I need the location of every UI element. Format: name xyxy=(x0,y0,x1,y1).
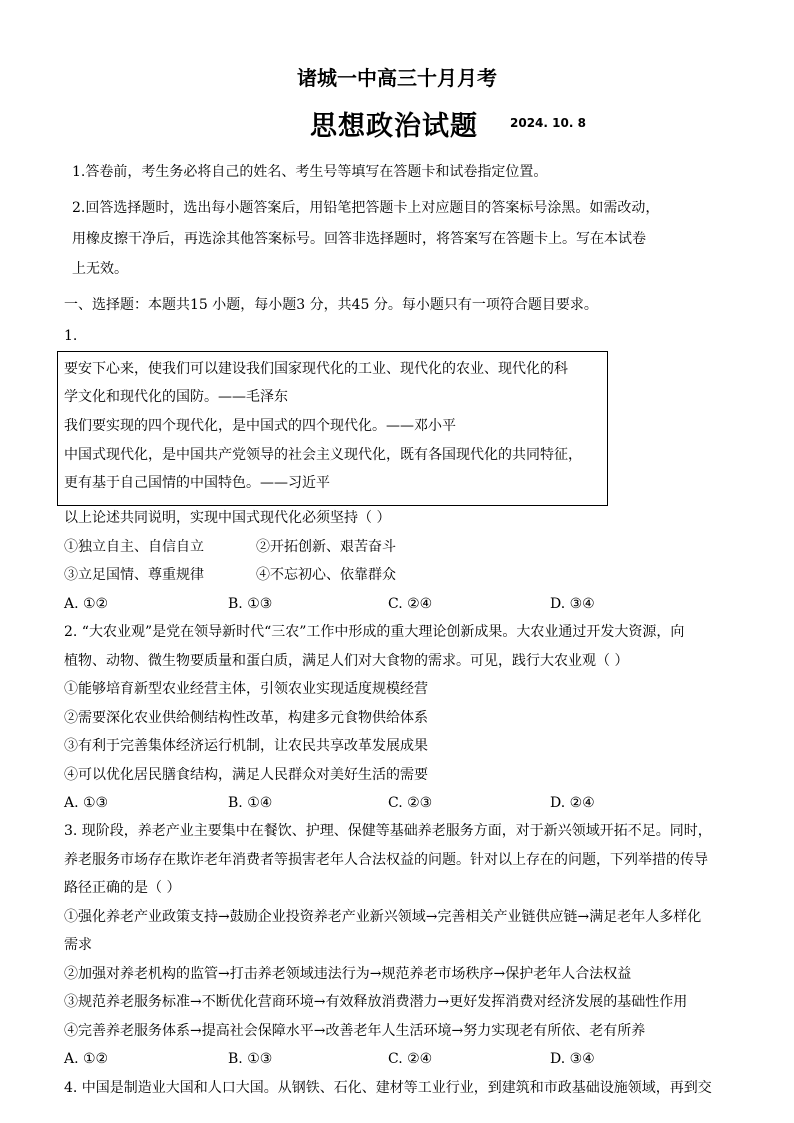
instruction-2-line-2: 用橡皮擦干净后，再选涂其他答案标号。回答非选择题时，将答案写在答题卡上。写在本试卷 xyxy=(72,231,646,247)
q2-option-d: D. ②④ xyxy=(550,795,595,811)
q1-statement-2: ②开拓创新、艰苦奋斗 xyxy=(256,539,396,555)
q1-option-c: C. ②④ xyxy=(388,596,433,612)
subject-title: 思想政治试题 xyxy=(310,111,478,142)
q1-quote-line: 要安下心来，使我们可以建设我们国家现代化的工业、现代化的农业、现代化的科 xyxy=(64,361,568,377)
q1-statement-4: ④不忘初心、依靠群众 xyxy=(256,567,396,583)
q2-statement-1: ①能够培育新型农业经营主体，引领农业实现适度规模经营 xyxy=(64,681,428,697)
q3-option-a: A. ①② xyxy=(64,1051,109,1067)
q3-stem-line-2: 养老服务市场存在欺诈老年消费者等损害老年人合法权益的问题。针对以上存在的问题，下列举措的传导 xyxy=(64,852,708,868)
q1-quote-line: 更有基于自己国情的中国特色。——习近平 xyxy=(64,475,330,491)
q3-statement-2: ②加强对养老机构的监管→打击养老领域违法行为→规范养老市场秩序→保护老年人合法权益 xyxy=(64,966,632,982)
q2-option-a: A. ①③ xyxy=(64,795,109,811)
q3-statement-4: ④完善养老服务体系→提高社会保障水平→改善老年人生活环境→努力实现老有所依、老有所养 xyxy=(64,1023,646,1039)
q1-stem: 以上论述共同说明，实现中国式现代化必须坚持（ ） xyxy=(64,510,391,526)
instruction-2-line-1: 2.回答选择题时，选出每小题答案后，用铅笔把答题卡上对应题目的答案标号涂黑。如需改动， xyxy=(72,200,660,216)
exam-title: 诸城一中高三十月月考 xyxy=(297,66,497,90)
instruction-1: 1.答卷前，考生务必将自己的姓名、考生号等填写在答题卡和试卷指定位置。 xyxy=(72,164,548,180)
q3-option-d: D. ③④ xyxy=(550,1051,595,1067)
q2-stem-line-2: 植物、动物、微生物要质量和蛋白质，满足人们对大食物的需求。可见，践行大农业观（ ） xyxy=(64,653,629,669)
q3-option-b: B. ①③ xyxy=(228,1051,273,1067)
q1-quote-line: 中国式现代化，是中国共产党领导的社会主义现代化，既有各国现代化的共同特征， xyxy=(64,447,582,463)
q3-statement-1-cont: 需求 xyxy=(64,937,92,953)
q1-statement-1: ①独立自主、自信自立 xyxy=(64,539,204,555)
instruction-2-line-3: 上无效。 xyxy=(72,261,128,277)
q1-statement-3: ③立足国情、尊重规律 xyxy=(64,567,204,583)
section-heading: 一、选择题：本题共15 小题，每小题3 分，共45 分。每小题只有一项符合题目要求。 xyxy=(64,297,598,313)
q2-option-c: C. ②③ xyxy=(388,795,433,811)
q2-statement-2: ②需要深化农业供给侧结构性改革，构建多元食物供给体系 xyxy=(64,710,428,726)
q1-quote-line: 学文化和现代化的国防。——毛泽东 xyxy=(64,389,288,405)
q1-option-a: A. ①② xyxy=(64,596,109,612)
q4-stem-line-1: 4. 中国是制造业大国和人口大国。从钢铁、石化、建材等工业行业，到建筑和市政基础设施领域，再到交 xyxy=(64,1080,712,1096)
q1-option-d: D. ③④ xyxy=(550,596,595,612)
q1-number: 1. xyxy=(64,328,78,344)
q3-stem-line-3: 路径正确的是（ ） xyxy=(64,880,181,896)
q2-option-b: B. ①④ xyxy=(228,795,273,811)
q3-stem-line-1: 3. 现阶段，养老产业主要集中在餐饮、护理、保健等基础养老服务方面，对于新兴领域开拓不足。同时， xyxy=(64,823,712,839)
q3-option-c: C. ②④ xyxy=(388,1051,433,1067)
q3-statement-1: ①强化养老产业政策支持→鼓励企业投资养老产业新兴领域→完善相关产业链供应链→满足老年人多样化 xyxy=(64,909,702,925)
q2-stem-line-1: 2. “大农业观”是党在领导新时代“三农”工作中形成的重大理论创新成果。大农业通过开发大资源，向 xyxy=(64,624,685,640)
q3-statement-3: ③规范养老服务标准→不断优化营商环境→有效释放消费潜力→更好发挥消费对经济发展的基础性作用 xyxy=(64,994,688,1010)
exam-date: 2024. 10. 8 xyxy=(510,116,586,130)
q1-option-b: B. ①③ xyxy=(228,596,273,612)
q2-statement-4: ④可以优化居民膳食结构，满足人民群众对美好生活的需要 xyxy=(64,767,428,783)
q2-statement-3: ③有利于完善集体经济运行机制，让农民共享改革发展成果 xyxy=(64,738,428,754)
q1-quote-line: 我们要实现的四个现代化，是中国式的四个现代化。——邓小平 xyxy=(64,418,456,434)
